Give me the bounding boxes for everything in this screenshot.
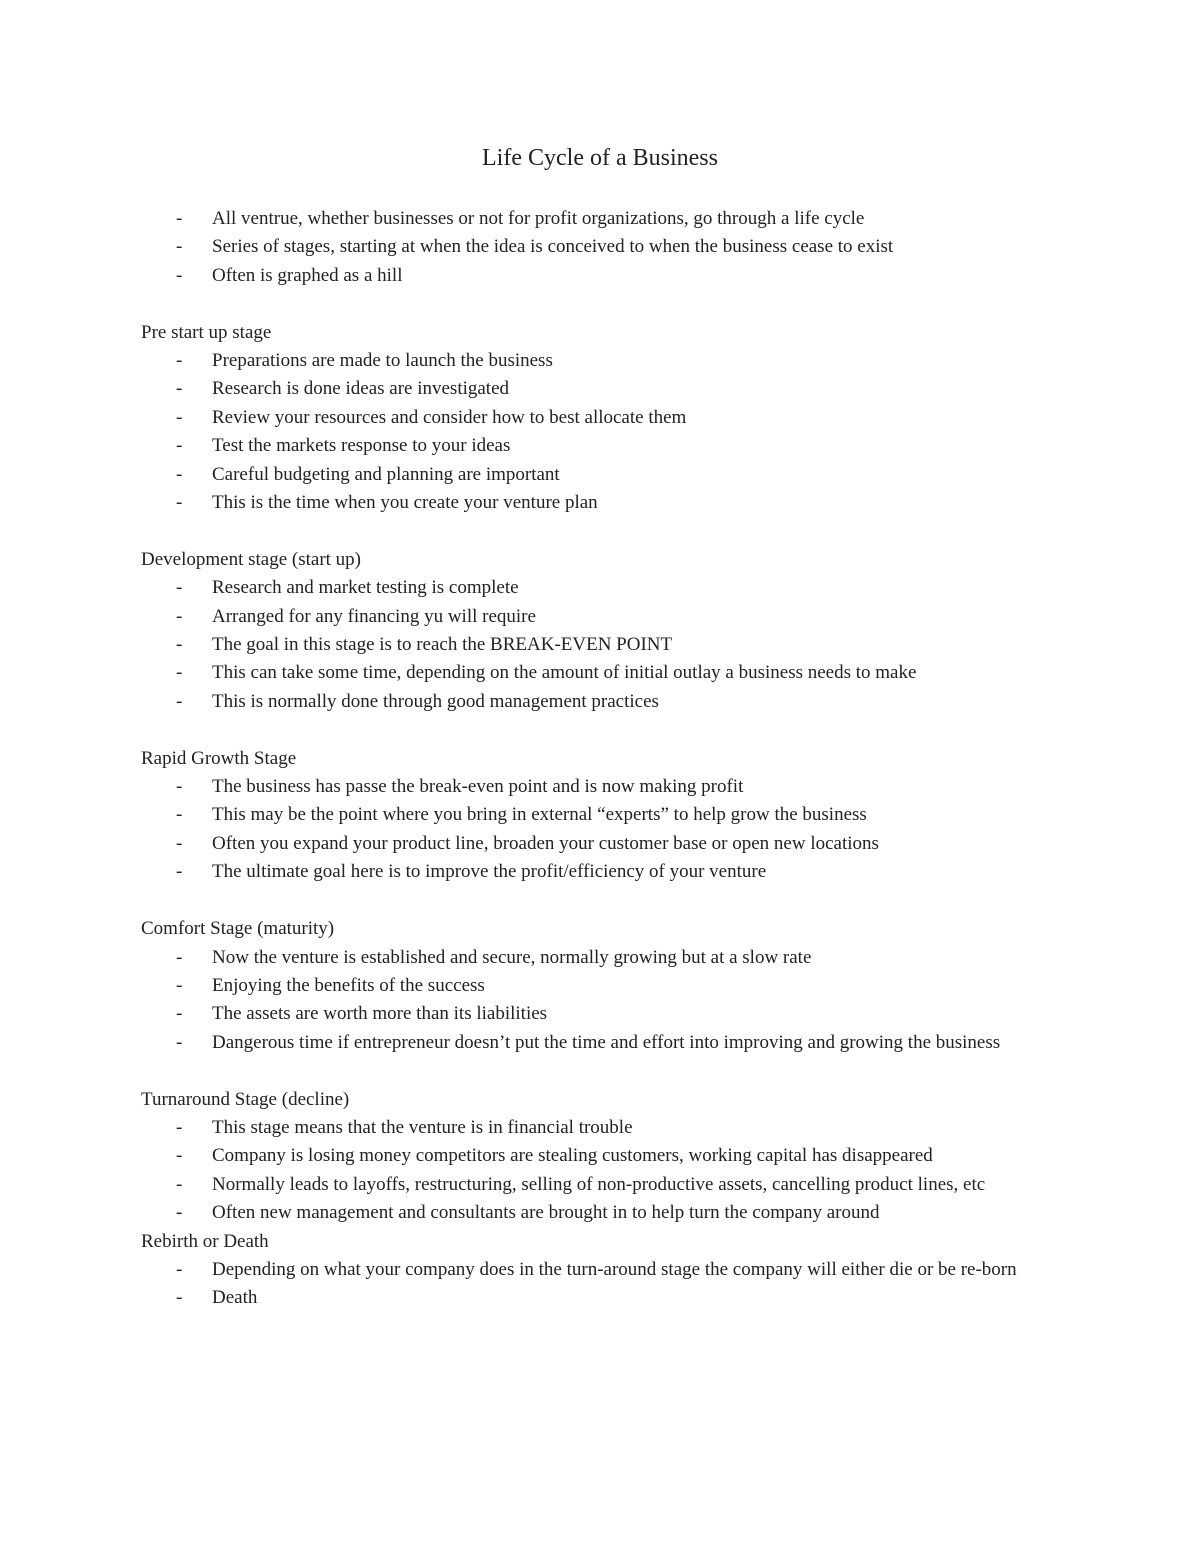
section-heading: Rebirth or Death — [141, 1230, 269, 1252]
list-item: - Series of stages, starting at when the idea is conceived to when the business cease to exist — [141, 233, 1081, 261]
list-item: - Research is done ideas are investigated — [141, 375, 1081, 403]
dash-bullet-icon: - — [176, 974, 183, 996]
document-body — [141, 205, 1081, 1313]
dash-bullet-icon: - — [176, 1173, 183, 1195]
section-intro — [141, 205, 1081, 290]
list-item: - Often new management and consultants are brought in to help turn the company around — [141, 1199, 1081, 1227]
list-item: - Often you expand your product line, broaden your customer base or open new locations — [141, 830, 1081, 858]
dash-bullet-icon: - — [176, 776, 183, 798]
list-item: - Test the markets response to your ideas — [141, 432, 1081, 460]
dash-bullet-icon: - — [176, 236, 183, 258]
bullet-list — [141, 574, 1081, 716]
list-item: - Review your resources and consider how to best allocate them — [141, 404, 1081, 432]
list-item: - Preparations are made to launch the business — [141, 347, 1081, 375]
dash-bullet-icon: - — [176, 1258, 183, 1280]
dash-bullet-icon: - — [176, 1287, 183, 1309]
list-item: - All ventrue, whether businesses or not for profit organizations, go through a life cycle — [141, 205, 1081, 233]
list-item: - This may be the point where you bring in external “experts” to help grow the business — [141, 801, 1081, 829]
list-item: - This is the time when you create your venture plan — [141, 489, 1081, 517]
dash-bullet-icon: - — [176, 463, 183, 485]
dash-bullet-icon: - — [176, 946, 183, 968]
bullet-list — [141, 773, 1081, 887]
dash-bullet-icon: - — [176, 208, 183, 229]
list-item: - Normally leads to layoffs, restructuring, selling of non-productive assets, cancelling product lines, etc — [141, 1171, 1081, 1199]
bullet-list — [141, 944, 1081, 1058]
dash-bullet-icon: - — [176, 406, 183, 428]
section-heading: Pre start up stage — [141, 321, 272, 343]
bullet-list — [141, 347, 1081, 517]
list-item: - This can take some time, depending on the amount of initial outlay a business needs to make — [141, 659, 1081, 687]
dash-bullet-icon: - — [176, 1003, 183, 1025]
dash-bullet-icon: - — [176, 378, 183, 400]
dash-bullet-icon: - — [176, 1031, 183, 1053]
list-item: - Death — [141, 1284, 1081, 1312]
dash-bullet-icon: - — [176, 1116, 183, 1138]
list-item: - This is normally done through good management practices — [141, 688, 1081, 716]
dash-bullet-icon: - — [176, 1145, 183, 1167]
list-item: - The ultimate goal here is to improve the profit/efficiency of your venture — [141, 858, 1081, 886]
section-heading: Rapid Growth Stage — [141, 747, 297, 769]
bullet-list — [141, 205, 1081, 290]
dash-bullet-icon: - — [176, 605, 183, 627]
bullet-list — [141, 1114, 1081, 1228]
section-heading: Turnaround Stage (decline) — [141, 1088, 350, 1110]
dash-bullet-icon: - — [176, 264, 183, 286]
dash-bullet-icon: - — [176, 861, 183, 883]
dash-bullet-icon: - — [176, 435, 183, 457]
list-item: - Often is graphed as a hill — [141, 262, 1081, 290]
list-item: - Research and market testing is complete — [141, 574, 1081, 602]
section-turnaround — [141, 1086, 1081, 1228]
dash-bullet-icon: - — [176, 804, 183, 826]
section-pre-start-up — [141, 319, 1081, 518]
dash-bullet-icon: - — [176, 662, 183, 684]
dash-bullet-icon: - — [176, 690, 183, 712]
list-item: - The goal in this stage is to reach the BREAK-EVEN POINT — [141, 631, 1081, 659]
document-title: Life Cycle of a Business — [482, 145, 718, 171]
dash-bullet-icon: - — [176, 634, 183, 656]
section-rapid-growth — [141, 745, 1081, 887]
list-item: - The business has passe the break-even point and is now making profit — [141, 773, 1081, 801]
section-rebirth-or-death — [141, 1228, 1081, 1313]
dash-bullet-icon: - — [176, 577, 183, 599]
section-development — [141, 546, 1081, 716]
list-item: - Dangerous time if entrepreneur doesn’t put the time and effort into improving and growing the business — [141, 1029, 1081, 1057]
list-item: - Enjoying the benefits of the success — [141, 972, 1081, 1000]
section-heading: Development stage (start up) — [141, 548, 362, 570]
list-item: - Now the venture is established and secure, normally growing but at a slow rate — [141, 944, 1081, 972]
list-item: - Company is losing money competitors are stealing customers, working capital has disappeared — [141, 1142, 1081, 1170]
list-item: - The assets are worth more than its liabilities — [141, 1000, 1081, 1028]
bullet-list — [141, 1256, 1081, 1313]
dash-bullet-icon: - — [176, 350, 183, 372]
list-item: - Careful budgeting and planning are important — [141, 461, 1081, 489]
section-heading: Comfort Stage (maturity) — [141, 918, 335, 940]
section-comfort — [141, 915, 1081, 1057]
list-item: - This stage means that the venture is in financial trouble — [141, 1114, 1081, 1142]
dash-bullet-icon: - — [176, 1202, 183, 1224]
dash-bullet-icon: - — [176, 492, 183, 514]
list-item: - Arranged for any financing yu will require — [141, 603, 1081, 631]
dash-bullet-icon: - — [176, 832, 183, 854]
list-item: - Depending on what your company does in the turn-around stage the company will either die or be re-born — [141, 1256, 1081, 1284]
